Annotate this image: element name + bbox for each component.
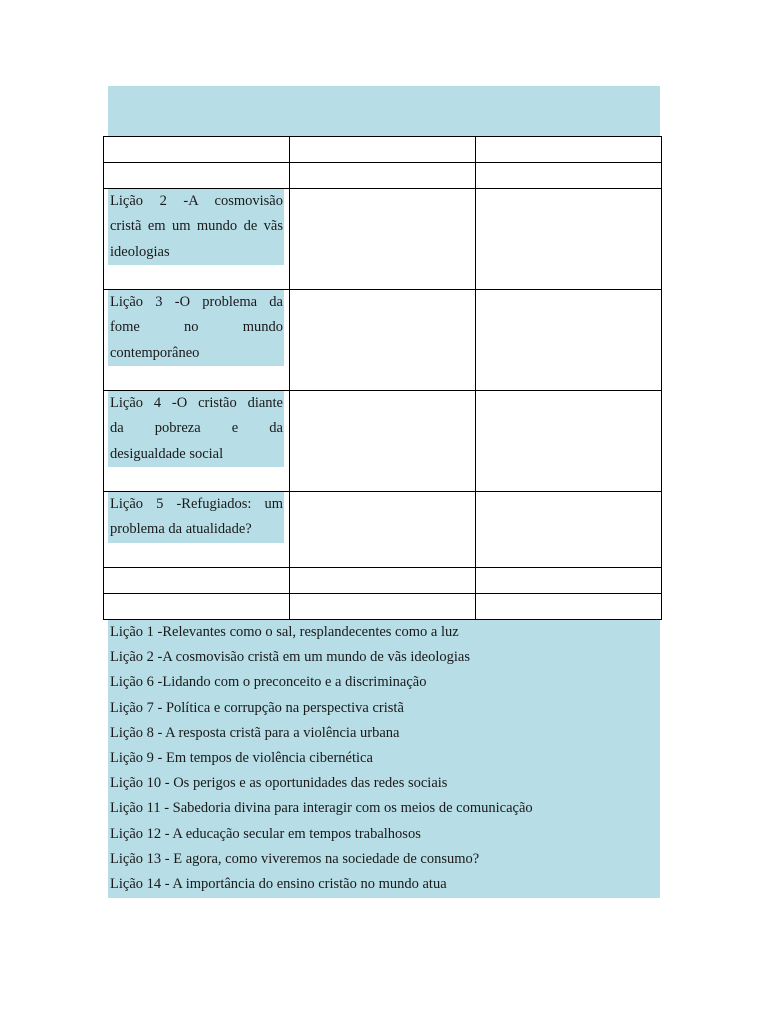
table-cell — [104, 290, 290, 391]
table-row — [104, 137, 662, 163]
table-cell — [104, 568, 290, 594]
table-cell — [476, 189, 662, 290]
table-cell — [290, 594, 476, 620]
table-cell — [104, 163, 290, 189]
list-item: Lição 6 -Lidando com o preconceito e a discriminação — [110, 674, 427, 691]
list-item: Lição 12 - A educação secular em tempos trabalhosos — [110, 825, 421, 842]
table-cell — [290, 568, 476, 594]
list-item: Lição 2 -A cosmovisão cristã em um mundo de vãs ideologias — [110, 649, 471, 666]
table-cell — [476, 290, 662, 391]
lesson-table — [103, 136, 662, 620]
lesson-title-line: Lição 4 -O cristão diante — [110, 395, 283, 411]
table-cell — [290, 391, 476, 492]
lesson-title — [108, 290, 284, 366]
list-item: Lição 14 - A importância do ensino cristão no mundo atua — [110, 876, 447, 893]
table-cell — [104, 189, 290, 290]
table-cell — [476, 137, 662, 163]
table-cell — [104, 137, 290, 163]
table-row — [104, 492, 662, 568]
lesson-title-line: ideologias — [110, 243, 170, 260]
table-cell — [104, 391, 290, 492]
table-row — [104, 290, 662, 391]
lesson-title — [108, 391, 284, 467]
table-cell — [290, 290, 476, 391]
lesson-title-line: contemporâneo — [110, 344, 200, 361]
list-item: Lição 13 - E agora, como viveremos na sociedade de consumo? — [110, 850, 480, 867]
table-cell — [290, 189, 476, 290]
table-row — [104, 568, 662, 594]
lesson-title-line: da pobreza e da — [110, 420, 283, 437]
lesson-title-line: Lição 5 -Refugiados: um — [110, 496, 283, 512]
list-item: Lição 1 -Relevantes como o sal, resplandecentes como a luz — [110, 624, 459, 640]
table-row — [104, 594, 662, 620]
table-cell — [476, 163, 662, 189]
lesson-title — [108, 492, 284, 543]
table-row — [104, 163, 662, 189]
table-row — [104, 189, 662, 290]
lesson-title-line: fome no mundo — [110, 319, 283, 336]
table-cell — [476, 492, 662, 568]
header-band — [108, 86, 660, 137]
lesson-title — [108, 189, 284, 265]
lesson-title-line: desigualdade social — [110, 445, 224, 462]
table-cell — [290, 492, 476, 568]
list-item: Lição 8 - A resposta cristã para a violência urbana — [110, 724, 400, 741]
lesson-title-line: Lição 2 -A cosmovisão — [110, 193, 283, 209]
table-cell — [104, 594, 290, 620]
table-row — [104, 391, 662, 492]
table-cell — [290, 137, 476, 163]
list-item: Lição 10 - Os perigos e as oportunidades das redes sociais — [110, 775, 448, 792]
lesson-list — [108, 620, 660, 898]
list-item: Lição 7 - Política e corrupção na perspectiva cristã — [110, 699, 404, 716]
list-item: Lição 9 - Em tempos de violência cibernética — [110, 750, 373, 767]
lesson-title-line: Lição 3 -O problema da — [110, 294, 283, 310]
lesson-title-line: cristã em um mundo de vãs — [110, 218, 283, 235]
table-cell — [290, 163, 476, 189]
lesson-table-body — [104, 137, 662, 620]
table-cell — [476, 391, 662, 492]
table-cell — [476, 594, 662, 620]
table-cell — [104, 492, 290, 568]
lesson-title-line: problema da atualidade? — [110, 521, 252, 538]
table-cell — [476, 568, 662, 594]
list-item: Lição 11 - Sabedoria divina para interagir com os meios de comunicação — [110, 800, 533, 817]
